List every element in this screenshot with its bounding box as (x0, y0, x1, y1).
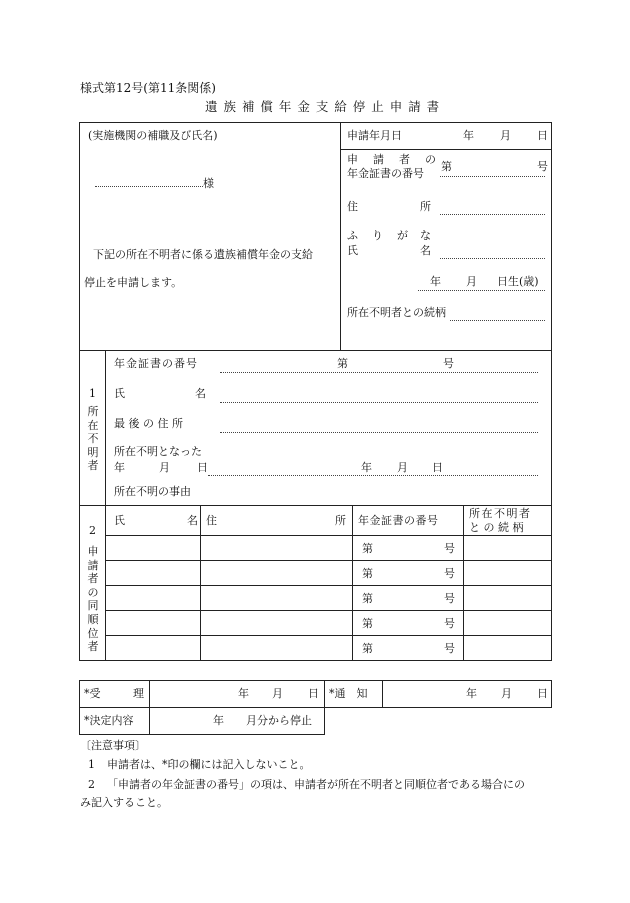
date-year-label: 年 (463, 129, 474, 142)
table-border-top (79, 122, 552, 123)
s2-row3-dai: 第 (362, 592, 373, 605)
s1-last-address-label: 最 後 の 住 所 (114, 417, 183, 430)
s2-col-line-3 (463, 505, 464, 661)
s2-row3-go: 号 (444, 592, 455, 605)
cert-dai-label: 第 (441, 160, 452, 173)
s2-col-line-2 (352, 505, 353, 661)
section2-number: 2 (89, 524, 96, 537)
bottom-table-col-2 (324, 680, 325, 735)
name-label-b: 名 (420, 244, 431, 257)
s2-row1-dai: 第 (362, 542, 373, 555)
section1-side-label: 所在不明者 (87, 405, 99, 473)
receipt-day: 日 (308, 687, 319, 700)
table-border-left (79, 122, 80, 661)
s2-row4-go: 号 (444, 617, 455, 630)
s2-row4-dai: 第 (362, 617, 373, 630)
section1-top-line (79, 350, 552, 351)
birth-year-label: 年 (430, 275, 441, 288)
page-title: 遺 族 補 償 年 金 支 給 停 止 申 請 書 (205, 99, 441, 114)
receipt-year: 年 (238, 687, 249, 700)
s1-name-label-a: 氏 (114, 387, 125, 400)
birth-day-age-label: 日生(歳) (497, 275, 539, 288)
form-number: 様式第12号(第11条関係) (80, 81, 216, 95)
bottom-table-col-3 (382, 680, 383, 708)
s2-row-line-2 (105, 560, 552, 561)
s2-row5-go: 号 (444, 642, 455, 655)
agency-label: (実施機関の補職及び氏名) (88, 129, 218, 142)
address-label-b: 所 (420, 200, 431, 213)
s1-cert-dai: 第 (337, 357, 348, 370)
s1-missing-since-hi-label: 日 (197, 461, 208, 474)
s2-row-line-4 (105, 610, 552, 611)
relation-label: 所在不明者との続柄 (347, 306, 446, 319)
birth-date-field[interactable] (418, 290, 545, 291)
furigana-label-a: ふ (347, 229, 358, 242)
s1-last-address-field[interactable] (220, 432, 538, 433)
receipt-label-a: *受 (84, 687, 101, 700)
applicant-cert-field[interactable] (440, 176, 545, 177)
s1-missing-date-field[interactable] (208, 475, 538, 476)
s2-row-line-1 (105, 535, 552, 536)
decision-label: *決定内容 (84, 714, 134, 727)
s2-row2-go: 号 (444, 567, 455, 580)
table-border-right (551, 122, 552, 661)
s1-missing-since-nen-label: 年 (114, 461, 125, 474)
bottom-table-left (79, 680, 80, 735)
s2-row-line-5 (105, 635, 552, 636)
s1-cert-label: 年金証書の番号 (114, 357, 198, 370)
note-1-text: 申請者は、*印の欄には記入しないこと。 (107, 758, 311, 771)
address-label-a: 住 (347, 200, 358, 213)
date-day-label: 日 (537, 129, 548, 142)
cert-label-1: 申 請 者 の (347, 153, 438, 166)
applicant-name-field[interactable] (440, 258, 545, 259)
notes-heading: 〔注意事項〕 (80, 739, 146, 752)
cert-go-label: 号 (537, 160, 548, 173)
note-2-number: 2 (88, 778, 95, 791)
s1-reason-label: 所在不明の事由 (114, 485, 191, 498)
s2-row-line-3 (105, 585, 552, 586)
s1-name-field[interactable] (220, 402, 538, 403)
s1-name-label-b: 名 (195, 387, 206, 400)
furigana-label-c: が (397, 229, 408, 242)
section1-number: 1 (89, 387, 96, 400)
furigana-label-b: り (372, 229, 383, 242)
notice-day: 日 (537, 687, 548, 700)
bottom-table-bottom (79, 734, 325, 735)
s1-missing-since-label-1: 所在不明となった (114, 445, 202, 458)
s2-col-name-b: 名 (187, 514, 198, 527)
s2-col-address-b: 所 (335, 514, 346, 527)
s1-cert-go: 号 (443, 357, 454, 370)
s2-col-address-a: 住 (206, 514, 217, 527)
receipt-month: 月 (272, 687, 283, 700)
cert-label-2: 年金証書の番号 (347, 167, 424, 180)
birth-month-label: 月 (466, 275, 477, 288)
table-border-bottom (79, 660, 552, 661)
section2-side-label: 申請者の同順位者 (87, 545, 99, 654)
receipt-label-b: 理 (133, 687, 144, 700)
section2-top-line (79, 505, 552, 506)
s1-missing-since-tsuki-label: 月 (159, 461, 170, 474)
decision-stop-text: 月分から停止 (246, 714, 312, 727)
s2-row2-dai: 第 (362, 567, 373, 580)
date-row-line (340, 149, 552, 150)
s2-col-relation-1: 所在不明者 (469, 507, 532, 520)
furigana-label-d: な (420, 229, 431, 242)
note-1-number: 1 (88, 758, 95, 771)
date-month-label: 月 (500, 129, 511, 142)
top-divider (340, 122, 341, 350)
s2-row1-go: 号 (444, 542, 455, 555)
s1-missing-day-label: 日 (432, 461, 443, 474)
decision-year: 年 (213, 714, 224, 727)
note-2-text-2: み記入すること。 (80, 796, 168, 809)
bottom-table-right (551, 680, 552, 708)
bottom-table-col-1 (149, 680, 150, 735)
notice-year: 年 (466, 687, 477, 700)
request-text-line2: 停止を申請します。 (84, 276, 183, 289)
sama-label: 様 (203, 177, 214, 190)
s2-col-name-a: 氏 (114, 514, 125, 527)
note-2-text-1: 「申請者の年金証書の番号」の項は、申請者が所在不明者と同順位者である場合にの (107, 778, 525, 791)
s2-col-line-1 (200, 505, 201, 661)
s2-col-relation-2: と の 続 柄 (469, 521, 524, 534)
s1-cert-field[interactable] (220, 372, 538, 373)
agency-name-field[interactable] (95, 186, 203, 187)
notice-label: *通 知 (329, 687, 368, 700)
relation-field[interactable] (450, 320, 545, 321)
applicant-address-field[interactable] (440, 214, 545, 215)
name-label-a: 氏 (347, 244, 358, 257)
s1-missing-year-label: 年 (361, 461, 372, 474)
s2-col-cert: 年金証書の番号 (358, 514, 439, 527)
request-text-line1: 下記の所在不明者に係る遺族補償年金の支給 (93, 248, 313, 261)
notice-month: 月 (501, 687, 512, 700)
date-label: 申請年月日 (347, 129, 402, 142)
s1-missing-month-label: 月 (397, 461, 408, 474)
s2-row5-dai: 第 (362, 642, 373, 655)
